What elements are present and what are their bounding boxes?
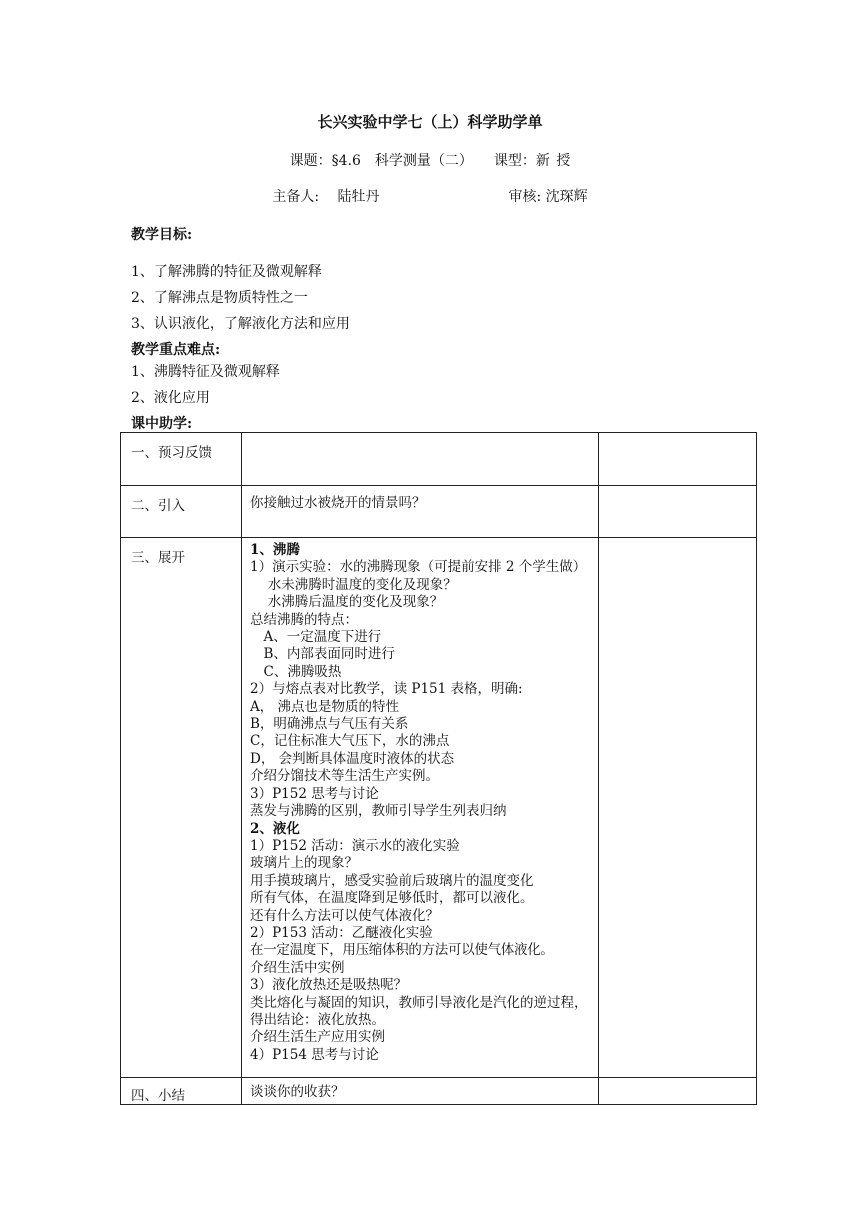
content-line: 1）演示实验：水的沸腾现象（可提前安排 2 个学生做） xyxy=(250,559,587,576)
content-line: 介绍生活生产应用实例 xyxy=(250,1029,385,1046)
table-row xyxy=(121,538,757,1078)
row-label: 四、小结 xyxy=(121,1078,242,1105)
content-line: 2）P153 活动：乙醚液化实验 xyxy=(250,924,433,941)
content-line: 介绍分馏技术等生活生产实例。 xyxy=(250,768,439,785)
section-heading: 2、液化 xyxy=(250,820,300,837)
content-line: 在一定温度下，用压缩体积的方法可以使气体液化。 xyxy=(250,942,554,959)
row-label: 一、预习反馈 xyxy=(121,433,242,486)
row-content xyxy=(242,433,599,486)
lesson-table xyxy=(120,432,757,1105)
objective-item: 3、认识液化，了解液化方法和应用 xyxy=(131,316,350,332)
content-line: C，记住标准大气压下，水的沸点 xyxy=(250,733,450,750)
content-line: D， 会判断具体温度时液体的状态 xyxy=(250,750,455,767)
unfold-content xyxy=(242,538,599,1078)
keypoint-item: 2、液化应用 xyxy=(131,390,210,406)
content-line: 水沸腾后温度的变化及现象？ xyxy=(250,594,444,611)
notes-cell xyxy=(599,538,757,1078)
author-line xyxy=(0,186,860,206)
content-line: C、沸腾吸热 xyxy=(250,663,342,680)
content-line: 介绍生活中实例 xyxy=(250,959,345,976)
content-line: A、一定温度下进行 xyxy=(250,629,382,646)
row-label: 二、引入 xyxy=(121,486,242,538)
document-title: 长兴实验中学七（上）科学助学单 xyxy=(317,113,543,131)
table-row xyxy=(121,433,757,486)
notes-cell xyxy=(599,433,757,486)
content-line: 所有气体，在温度降到足够低时，都可以液化。 xyxy=(250,890,534,907)
topic-line: 课题：§4.6 科学测量（二） 课型：新 授 xyxy=(289,153,571,169)
content-line: 2）与熔点表对比教学，读 P151 表格，明确: xyxy=(250,681,523,698)
content-line: 3）P152 思考与讨论 xyxy=(250,785,379,802)
content-line: 4）P154 思考与讨论 xyxy=(250,1046,379,1063)
content-line: B，明确沸点与气压有关系 xyxy=(250,716,409,733)
content-line: 1）P152 活动：演示水的液化实验 xyxy=(250,837,460,854)
row-content: 你接触过水被烧开的情景吗？ xyxy=(242,486,599,538)
preparer: 主备人: 陆牡丹 xyxy=(272,189,380,205)
table-row xyxy=(121,1078,757,1105)
row-content: 谈谈你的收获？ xyxy=(242,1078,599,1105)
objective-item: 2、了解沸点是物质特性之一 xyxy=(131,290,308,306)
section-heading: 1、沸腾 xyxy=(250,542,300,558)
content-line: 总结沸腾的特点： xyxy=(250,611,358,628)
content-line: B、内部表面同时进行 xyxy=(250,646,395,663)
notes-cell xyxy=(599,1078,757,1105)
keypoints-heading: 教学重点难点: xyxy=(131,342,221,358)
content-line: 蒸发与沸腾的区别，教师引导学生列表归纳 xyxy=(250,803,507,820)
inclass-heading: 课中助学: xyxy=(131,416,193,432)
row-label: 三、展开 xyxy=(121,538,242,1078)
content-line: 用手摸玻璃片，感受实验前后玻璃片的温度变化 xyxy=(250,872,534,889)
objective-item: 1、了解沸腾的特征及微观解释 xyxy=(131,264,322,280)
notes-cell xyxy=(599,486,757,538)
table-row xyxy=(121,486,757,538)
keypoint-item: 1、沸腾特征及微观解释 xyxy=(131,364,280,380)
content-line: 类比熔化与凝固的知识，教师引导液化是汽化的逆过程，得出结论：液化放热。 xyxy=(250,994,588,1028)
objectives-heading: 教学目标: xyxy=(131,227,193,243)
content-line: 玻璃片上的现象？ xyxy=(250,855,358,872)
content-line: A， 沸点也是物质的特性 xyxy=(250,698,400,715)
content-line: 还有什么方法可以使气体液化？ xyxy=(250,907,439,924)
reviewer: 审核: 沈琛辉 xyxy=(508,189,588,205)
content-line: 水未沸腾时温度的变化及现象？ xyxy=(250,576,457,593)
content-line: 3）液化放热还是吸热呢？ xyxy=(250,977,408,994)
